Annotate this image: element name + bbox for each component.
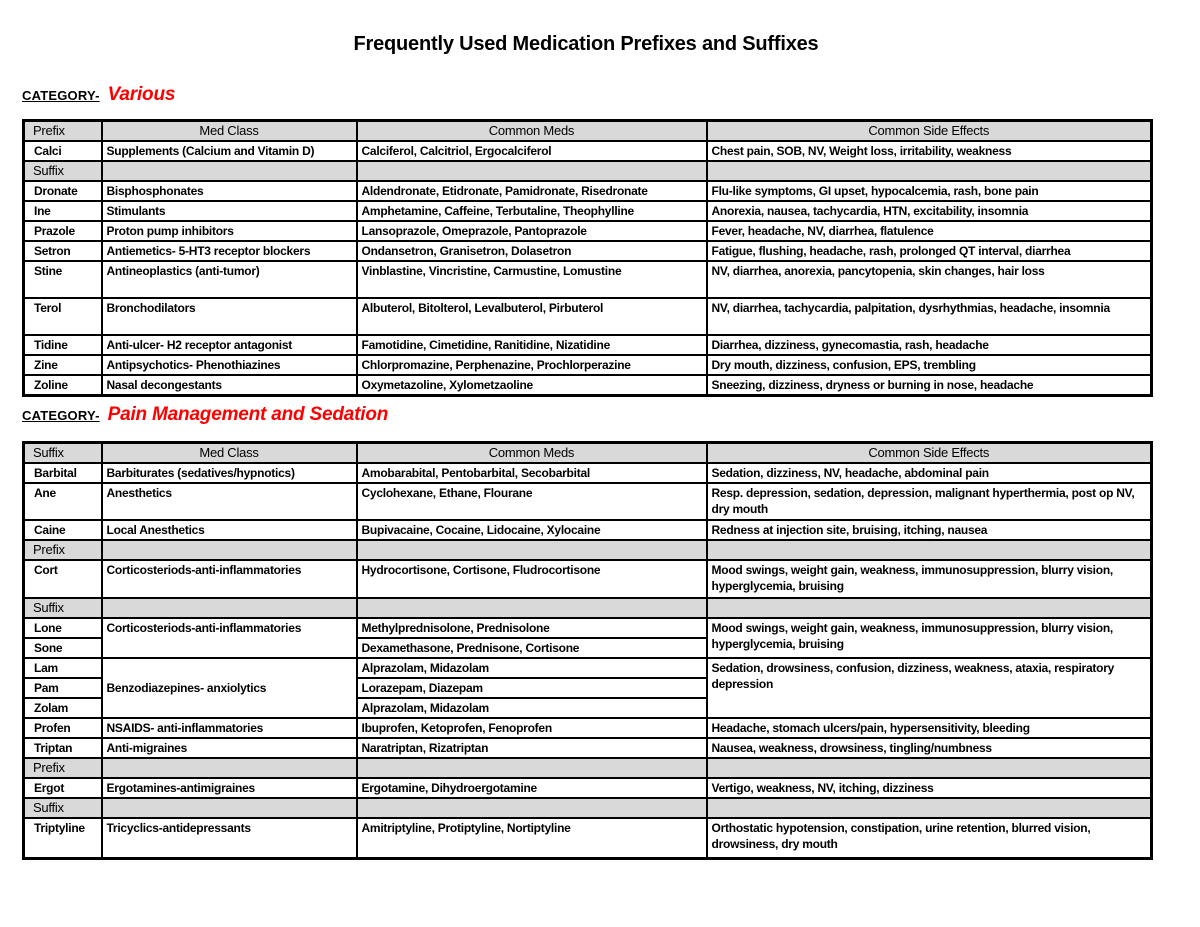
- section-empty-cell: [102, 540, 357, 560]
- common-meds-cell: Amitriptyline, Protiptyline, Nortiptyline: [357, 818, 707, 858]
- prefix-cell: Setron: [24, 241, 102, 261]
- common-meds-cell: Bupivacaine, Cocaine, Lidocaine, Xylocaine: [357, 520, 707, 540]
- prefix-cell: Calci: [24, 141, 102, 161]
- med-class-cell: Nasal decongestants: [102, 375, 357, 396]
- side-effects-cell: Resp. depression, sedation, depression, malignant hyperthermia, post op NV, dry mouth: [707, 483, 1152, 520]
- side-effects-cell: Sneezing, dizziness, dryness or burning in nose, headache: [707, 375, 1152, 396]
- section-label-cell: Suffix: [24, 161, 102, 181]
- prefix-cell: Tidine: [24, 335, 102, 355]
- table-row: [24, 718, 1152, 738]
- prefix-cell: Terol: [24, 298, 102, 335]
- section-divider-row: [24, 758, 1152, 778]
- prefix-cell: Pam: [24, 678, 102, 698]
- table-row: [24, 141, 1152, 161]
- table-body-pain-management: [24, 463, 1152, 858]
- common-meds-cell: Famotidine, Cimetidine, Ranitidine, Nizatidine: [357, 335, 707, 355]
- med-class-cell: Proton pump inhibitors: [102, 221, 357, 241]
- common-meds-cell: Cyclohexane, Ethane, Flourane: [357, 483, 707, 520]
- side-effects-cell: Vertigo, weakness, NV, itching, dizziness: [707, 778, 1152, 798]
- med-class-cell: NSAIDS- anti-inflammatories: [102, 718, 357, 738]
- table-row: [24, 261, 1152, 298]
- common-meds-cell: Lansoprazole, Omeprazole, Pantoprazole: [357, 221, 707, 241]
- med-class-cell: Barbiturates (sedatives/hypnotics): [102, 463, 357, 483]
- section-label-cell: Suffix: [24, 798, 102, 818]
- side-effects-cell: Diarrhea, dizziness, gynecomastia, rash, headache: [707, 335, 1152, 355]
- section-empty-cell: [707, 540, 1152, 560]
- common-meds-cell: Alprazolam, Midazolam: [357, 698, 707, 718]
- section-empty-cell: [357, 540, 707, 560]
- prefix-cell: Profen: [24, 718, 102, 738]
- table-row: [24, 355, 1152, 375]
- table-row: [24, 738, 1152, 758]
- side-effects-cell: Redness at injection site, bruising, itching, nausea: [707, 520, 1152, 540]
- section-label-cell: Suffix: [24, 598, 102, 618]
- common-meds-cell: Naratriptan, Rizatriptan: [357, 738, 707, 758]
- document-page: [22, 0, 1150, 860]
- common-meds-cell: Oxymetazoline, Xylometzaoline: [357, 375, 707, 396]
- table-row: [24, 298, 1152, 335]
- table-row: [24, 560, 1152, 598]
- common-meds-cell: Vinblastine, Vincristine, Carmustine, Lomustine: [357, 261, 707, 298]
- prefix-cell: Sone: [24, 638, 102, 658]
- common-meds-cell: Methylprednisolone, Prednisolone: [357, 618, 707, 638]
- med-class-cell: Ergotamines-antimigraines: [102, 778, 357, 798]
- common-meds-cell: Hydrocortisone, Cortisone, Fludrocortisone: [357, 560, 707, 598]
- side-effects-cell: Orthostatic hypotension, constipation, urine retention, blurred vision, drowsiness, dry mouth: [707, 818, 1152, 858]
- prefix-cell: Zoline: [24, 375, 102, 396]
- side-effects-cell: Flu-like symptoms, GI upset, hypocalcemia, rash, bone pain: [707, 181, 1152, 201]
- table-row: [24, 201, 1152, 221]
- med-class-cell: Bronchodilators: [102, 298, 357, 335]
- med-class-cell: Antineoplastics (anti-tumor): [102, 261, 357, 298]
- med-class-cell: Benzodiazepines- anxiolytics: [102, 658, 357, 718]
- prefix-cell: Triptyline: [24, 818, 102, 858]
- section-label-cell: Prefix: [24, 540, 102, 560]
- common-meds-cell: Ondansetron, Granisetron, Dolasetron: [357, 241, 707, 261]
- table-row: [24, 483, 1152, 520]
- section-empty-cell: [357, 758, 707, 778]
- side-effects-cell: NV, diarrhea, tachycardia, palpitation, dysrhythmias, headache, insomnia: [707, 298, 1152, 335]
- prefix-cell: Dronate: [24, 181, 102, 201]
- prefix-cell: Zolam: [24, 698, 102, 718]
- prefix-cell: Cort: [24, 560, 102, 598]
- med-class-cell: Anesthetics: [102, 483, 357, 520]
- category-name-various: Various: [107, 84, 176, 105]
- section-empty-cell: [102, 758, 357, 778]
- table-row: [24, 221, 1152, 241]
- table-row: [24, 335, 1152, 355]
- section-empty-cell: [102, 598, 357, 618]
- column-header-side-effects: Common Side Effects: [707, 443, 1152, 464]
- category-label: CATEGORY-: [22, 408, 100, 423]
- prefix-cell: Ine: [24, 201, 102, 221]
- side-effects-cell: Anorexia, nausea, tachycardia, HTN, excitability, insomnia: [707, 201, 1152, 221]
- side-effects-cell: Fever, headache, NV, diarrhea, flatulence: [707, 221, 1152, 241]
- med-class-cell: Bisphosphonates: [102, 181, 357, 201]
- prefix-cell: Barbital: [24, 463, 102, 483]
- table-row: [24, 375, 1152, 396]
- med-table-pain-management: [22, 441, 1153, 860]
- header-row: [24, 121, 1152, 142]
- med-table-various: [22, 119, 1153, 397]
- section-divider-row: [24, 598, 1152, 618]
- table-row: [24, 520, 1152, 540]
- common-meds-cell: Ibuprofen, Ketoprofen, Fenoprofen: [357, 718, 707, 738]
- med-class-cell: Corticosteriods-anti-inflammatories: [102, 618, 357, 658]
- category-name-pain-management: Pain Management and Sedation: [107, 404, 389, 425]
- column-header-med-class: Med Class: [102, 443, 357, 464]
- side-effects-cell: Dry mouth, dizziness, confusion, EPS, trembling: [707, 355, 1152, 375]
- category-heading-various: [22, 83, 1150, 108]
- section-divider-row: [24, 161, 1152, 181]
- med-class-cell: Antiemetics- 5-HT3 receptor blockers: [102, 241, 357, 261]
- prefix-cell: Triptan: [24, 738, 102, 758]
- section-empty-cell: [102, 798, 357, 818]
- column-header-common-meds: Common Meds: [357, 121, 707, 142]
- side-effects-cell: Chest pain, SOB, NV, Weight loss, irritability, weakness: [707, 141, 1152, 161]
- med-class-cell: Tricyclics-antidepressants: [102, 818, 357, 858]
- column-header-side-effects: Common Side Effects: [707, 121, 1152, 142]
- table-body-various: [24, 141, 1152, 396]
- prefix-cell: Stine: [24, 261, 102, 298]
- side-effects-cell: Sedation, drowsiness, confusion, dizziness, weakness, ataxia, respiratory depression: [707, 658, 1152, 718]
- common-meds-cell: Aldendronate, Etidronate, Pamidronate, Risedronate: [357, 181, 707, 201]
- med-class-cell: Corticosteriods-anti-inflammatories: [102, 560, 357, 598]
- table-row: [24, 241, 1152, 261]
- side-effects-cell: Mood swings, weight gain, weakness, immunosuppression, blurry vision, hyperglycemia, bruising: [707, 560, 1152, 598]
- header-row: [24, 443, 1152, 464]
- table-row: [24, 463, 1152, 483]
- prefix-cell: Prazole: [24, 221, 102, 241]
- side-effects-cell: Fatigue, flushing, headache, rash, prolonged QT interval, diarrhea: [707, 241, 1152, 261]
- prefix-cell: Lone: [24, 618, 102, 638]
- common-meds-cell: Amphetamine, Caffeine, Terbutaline, Theophylline: [357, 201, 707, 221]
- column-header-common-meds: Common Meds: [357, 443, 707, 464]
- category-heading-pain-management: [22, 403, 1150, 428]
- section-empty-cell: [707, 161, 1152, 181]
- common-meds-cell: Chlorpromazine, Perphenazine, Prochlorperazine: [357, 355, 707, 375]
- section-empty-cell: [357, 798, 707, 818]
- page-title: Frequently Used Medication Prefixes and Suffixes: [353, 33, 819, 55]
- category-label: CATEGORY-: [22, 88, 100, 103]
- med-class-cell: Anti-migraines: [102, 738, 357, 758]
- table-row: [24, 658, 1152, 678]
- med-class-cell: Local Anesthetics: [102, 520, 357, 540]
- section-empty-cell: [707, 798, 1152, 818]
- table-row: [24, 181, 1152, 201]
- side-effects-cell: Nausea, weakness, drowsiness, tingling/numbness: [707, 738, 1152, 758]
- prefix-cell: Zine: [24, 355, 102, 375]
- section-label-cell: Prefix: [24, 758, 102, 778]
- prefix-cell: Ane: [24, 483, 102, 520]
- common-meds-cell: Albuterol, Bitolterol, Levalbuterol, Pirbuterol: [357, 298, 707, 335]
- column-header-med-class: Med Class: [102, 121, 357, 142]
- med-class-cell: Anti-ulcer- H2 receptor antagonist: [102, 335, 357, 355]
- prefix-cell: Caine: [24, 520, 102, 540]
- section-divider-row: [24, 540, 1152, 560]
- column-header-suffix: Suffix: [24, 443, 102, 464]
- med-class-cell: Stimulants: [102, 201, 357, 221]
- section-empty-cell: [102, 161, 357, 181]
- med-class-cell: Supplements (Calcium and Vitamin D): [102, 141, 357, 161]
- section-empty-cell: [357, 598, 707, 618]
- prefix-cell: Lam: [24, 658, 102, 678]
- section-empty-cell: [707, 598, 1152, 618]
- common-meds-cell: Ergotamine, Dihydroergotamine: [357, 778, 707, 798]
- common-meds-cell: Alprazolam, Midazolam: [357, 658, 707, 678]
- section-divider-row: [24, 798, 1152, 818]
- column-header-prefix: Prefix: [24, 121, 102, 142]
- section-empty-cell: [707, 758, 1152, 778]
- side-effects-cell: Sedation, dizziness, NV, headache, abdominal pain: [707, 463, 1152, 483]
- common-meds-cell: Lorazepam, Diazepam: [357, 678, 707, 698]
- common-meds-cell: Calciferol, Calcitriol, Ergocalciferol: [357, 141, 707, 161]
- table-row: [24, 618, 1152, 638]
- side-effects-cell: Mood swings, weight gain, weakness, immunosuppression, blurry vision, hyperglycemia, bruising: [707, 618, 1152, 658]
- common-meds-cell: Amobarabital, Pentobarbital, Secobarbital: [357, 463, 707, 483]
- side-effects-cell: NV, diarrhea, anorexia, pancytopenia, skin changes, hair loss: [707, 261, 1152, 298]
- section-empty-cell: [357, 161, 707, 181]
- table-row: [24, 818, 1152, 858]
- table-row: [24, 778, 1152, 798]
- side-effects-cell: Headache, stomach ulcers/pain, hypersensitivity, bleeding: [707, 718, 1152, 738]
- med-class-cell: Antipsychotics- Phenothiazines: [102, 355, 357, 375]
- prefix-cell: Ergot: [24, 778, 102, 798]
- common-meds-cell: Dexamethasone, Prednisone, Cortisone: [357, 638, 707, 658]
